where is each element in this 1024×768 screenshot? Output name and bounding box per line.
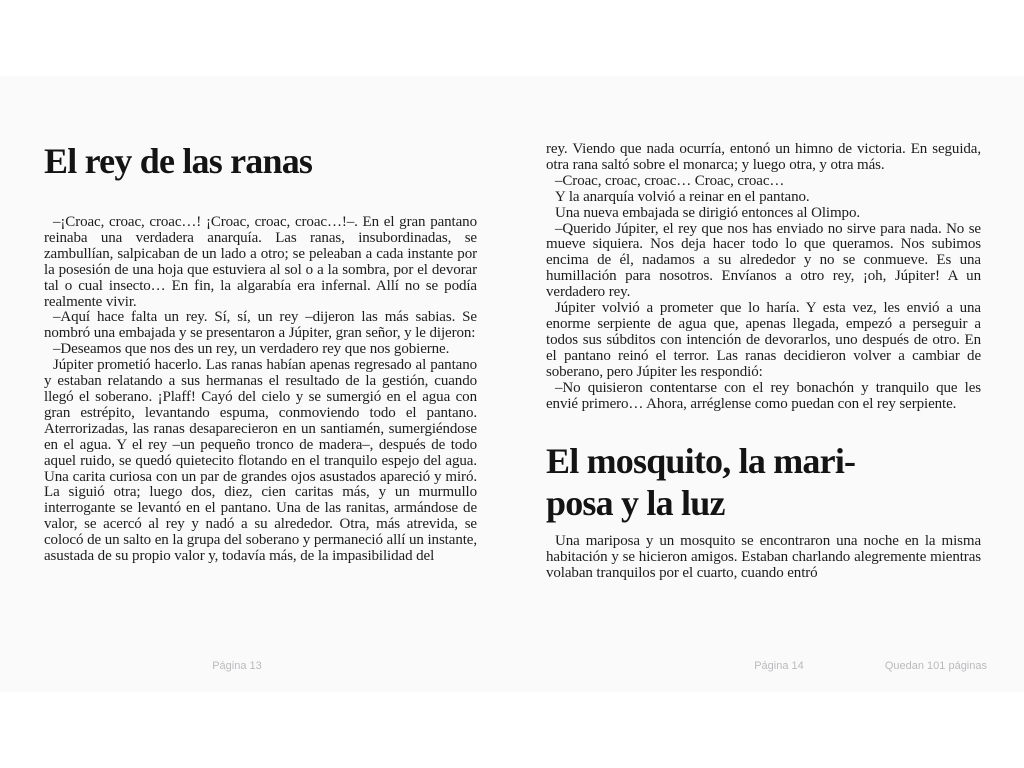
paragraph: Y la anarquía volvió a reinar en el pantano.	[555, 188, 810, 205]
paragraph: Una mariposa y un mosquito se encontraron una noche en la misma habitación y se hicieron amigos. Estaban charlando alegremente mientras volaban tranquilos por el cuarto, cuando entró	[546, 533, 981, 582]
book-spread-surface	[0, 76, 1024, 692]
page-number-left: Página 13	[212, 660, 262, 672]
paragraph: –Querido Júpiter, el rey que nos has enviado no sirve para nada. No se mueve siquiera. Nos deja hacer todo lo que queramos. Nos subimos encima de él, nadamos a su alrededor y no se conmueve. Es una humillación para nosotros. Envíanos a otro rey, ¡oh, Júpiter! A un verdadero rey.	[546, 220, 981, 301]
paragraph: –No quisieron contentarse con el rey bonachón y tranquilo que les envié primero… Ahora, arréglense como puedan con el rey serpiente.	[546, 379, 981, 412]
chapter-title-frog-king: El rey de las ranas	[44, 141, 313, 181]
paragraph: Júpiter volvió a prometer que lo haría. Y esta vez, les envió a una enorme serpiente de agua que, apenas llegada, empezó a perseguir a todos sus súbditos con intención de devorarlos, uno después de otro. En el pantano reinó el terror. Las ranas decidieron volver a cambiar de soberano, pero Júpiter les respondió:	[546, 300, 981, 380]
paragraph: rey. Viendo que nada ocurría, entonó un himno de victoria. En seguida, otra rana saltó sobre el monarca; y luego otra, y otra más.	[546, 141, 981, 173]
pages-remaining-label: Quedan 101 páginas	[884, 660, 987, 672]
page-left[interactable]	[44, 140, 477, 565]
chapter-title-line2: posa y la luz	[546, 483, 725, 524]
page-number-right: Página 14	[754, 660, 804, 672]
chapter-title-mosquito	[546, 440, 981, 524]
paragraph: –Aquí hace falta un rey. Sí, sí, un rey –dijeron las más sabias. Se nombró una embajada y se presentaron a Júpiter, gran señor, y le dijeron:	[44, 309, 477, 342]
paragraph: –¡Croac, croac, croac…! ¡Croac, croac, croac…!–. En el gran pantano reinaba una verdadera anarquía. Las ranas, insubordinadas, se zambullían, salpicaban de un lado a otro; se peleaban a cada instante por la posesión de una hoja que estuviera al sol o a la sombra, por el devorar tal o cual insecto… En fin, la algarabía era infernal. Allí no se podía realmente vivir.	[44, 214, 477, 310]
paragraph: Júpiter prometió hacerlo. Las ranas habían apenas regresado al pantano y estaban relatando a sus hermanas el resultado de la gestión, cuando llegó el soberano. ¡Plaff! Cayó del cielo y se sumergió en el agua con gran estrépito, levantando espuma, conmoviendo todo el pantano. Aterrorizadas, las ranas desaparecieron en un santiamén, sumergiéndose en el agua. Y el rey –un pequeño tronco de madera–, después de todo aquel ruido, se quedó quietecito flotando en el tranquilo espejo del agua. Una carita curiosa con un par de grandes ojos asustados apareció y miró. La siguió otra; luego dos, diez, cien caritas más, y un murmullo interrogante se levantó en el pantano. Una de las ranitas, armándose de valor, se acercó al rey y nadó a su alrededor. Otra, más atrevida, se colocó de un salto en la grupa del soberano y permaneció allí un instante, asustada de su propio valor y, todavía más, de la impasibilidad del	[44, 357, 477, 565]
page-right[interactable]	[546, 142, 981, 582]
paragraph: Una nueva embajada se dirigió entonces al Olimpo.	[555, 204, 861, 221]
paragraph: –Deseamos que nos des un rey, un verdadero rey que nos gobierne.	[53, 341, 450, 358]
paragraph: –Croac, croac, croac… Croac, croac…	[555, 172, 785, 189]
chapter-title-line1: El mosquito, la mari-	[546, 441, 856, 482]
